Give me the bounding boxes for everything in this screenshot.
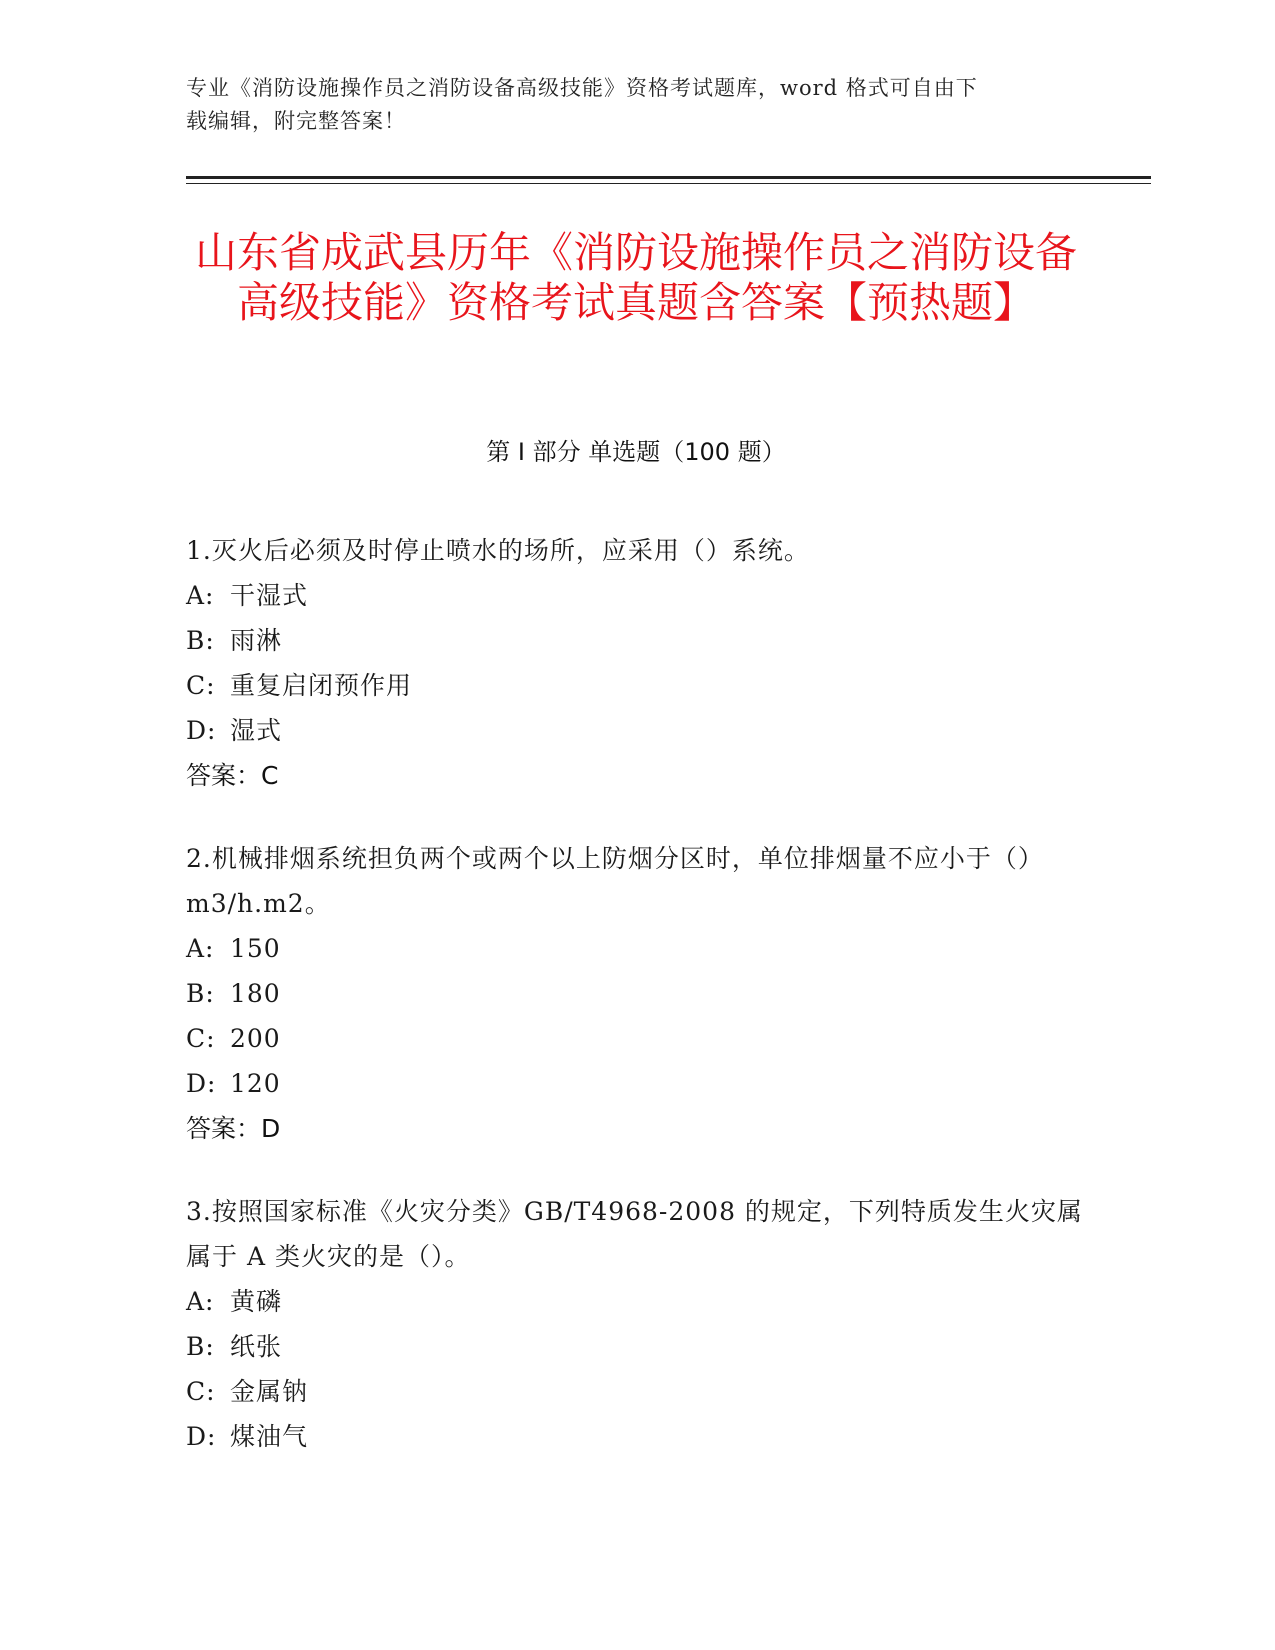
option-letter: A:: [186, 581, 215, 610]
question-list: [186, 528, 1086, 1497]
option-b: [186, 1324, 1086, 1369]
option-letter: D:: [186, 1422, 217, 1451]
option-text: 180: [230, 979, 281, 1008]
option-letter: B:: [186, 979, 215, 1008]
option-text: 干湿式: [230, 581, 309, 610]
header-divider-thin: [186, 183, 1151, 184]
option-letter: C:: [186, 1377, 216, 1406]
option-c: [186, 1369, 1086, 1414]
option-letter: D:: [186, 716, 217, 745]
header-note-line-2: 载编辑，附完整答案！: [186, 109, 406, 133]
option-text: 黄磷: [230, 1287, 283, 1316]
option-c: [186, 663, 1086, 708]
question-2: [186, 836, 1086, 1151]
option-text: 湿式: [230, 716, 283, 745]
option-d: [186, 1061, 1086, 1106]
option-d: [186, 1414, 1086, 1459]
option-text: 雨淋: [230, 626, 283, 655]
option-a: [186, 926, 1086, 971]
header-note: [186, 72, 1066, 138]
option-a: [186, 573, 1086, 618]
option-letter: C:: [186, 671, 216, 700]
option-c: [186, 1016, 1086, 1061]
option-letter: A:: [186, 1287, 215, 1316]
option-letter: B:: [186, 1332, 215, 1361]
question-stem: 1.灭火后必须及时停止喷水的场所，应采用（）系统。: [186, 536, 810, 565]
option-letter: C:: [186, 1024, 216, 1053]
option-text: 煤油气: [230, 1422, 309, 1451]
option-text: 200: [230, 1024, 281, 1053]
header-divider-thick: [186, 176, 1151, 179]
header-note-line-1: 专业《消防设施操作员之消防设备高级技能》资格考试题库，word 格式可自由下: [186, 76, 978, 100]
option-text: 120: [230, 1069, 281, 1098]
option-text: 纸张: [230, 1332, 283, 1361]
option-text: 重复启闭预作用: [230, 671, 413, 700]
option-text: 金属钠: [230, 1377, 309, 1406]
option-a: [186, 1279, 1086, 1324]
option-b: [186, 618, 1086, 663]
option-text: 150: [230, 934, 281, 963]
option-letter: A:: [186, 934, 215, 963]
section-title: 第 I 部分 单选题（100 题）: [486, 438, 786, 466]
option-d: [186, 708, 1086, 753]
document-title: 山东省成武县历年《消防设施操作员之消防设备高级技能》资格考试真题含答案【预热题】: [194, 228, 1077, 327]
answer-line: 答案：D: [186, 1114, 281, 1143]
question-3: [186, 1189, 1086, 1459]
option-b: [186, 971, 1086, 1016]
answer-line: 答案：C: [186, 761, 279, 790]
question-stem: 3.按照国家标准《火灾分类》GB/T4968-2008 的规定，下列特质发生火灾属属于 A 类火灾的是（）。: [186, 1197, 1083, 1271]
option-letter: B:: [186, 626, 215, 655]
option-letter: D:: [186, 1069, 217, 1098]
question-stem: 2.机械排烟系统担负两个或两个以上防烟分区时，单位排烟量不应小于（）m3/h.m2。: [186, 844, 1044, 918]
question-1: [186, 528, 1086, 798]
